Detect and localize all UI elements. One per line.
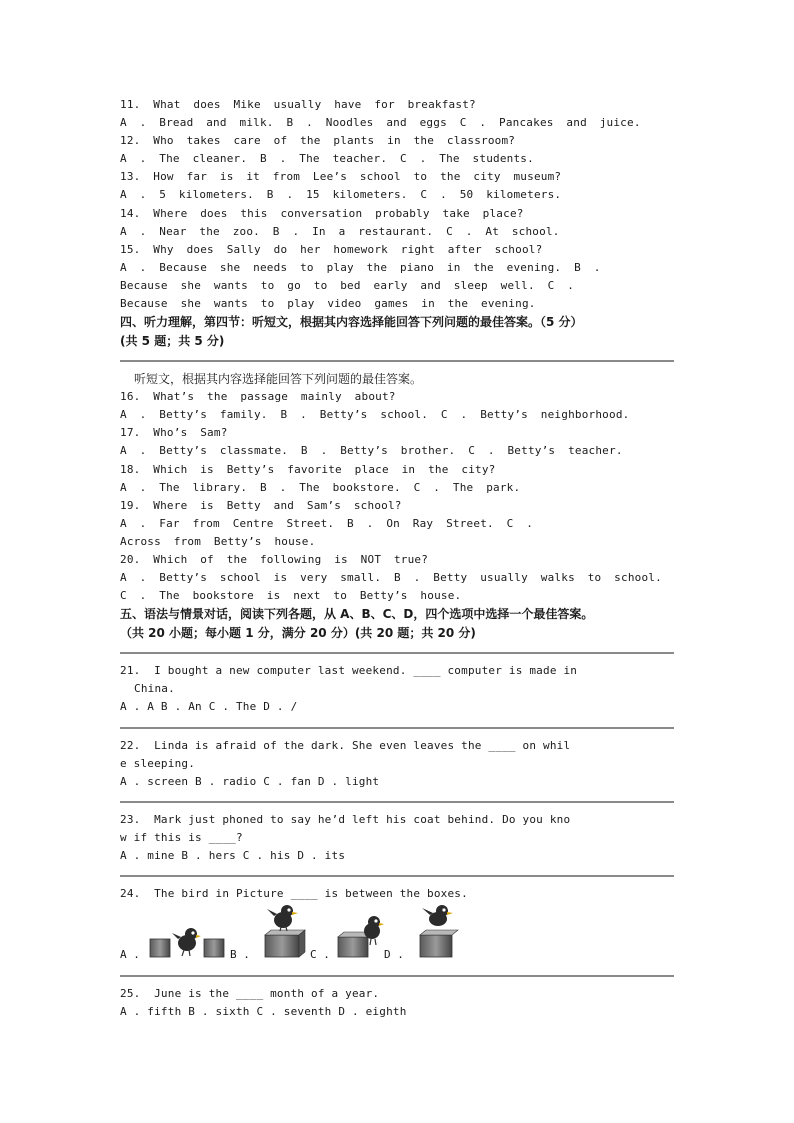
question-text-line-2: China. (134, 682, 175, 696)
question-20 (120, 551, 674, 605)
question-11 (120, 96, 674, 132)
question-text-line-2: e sleeping. (120, 756, 196, 770)
section-4-title: 四、听力理解，第四节：听短文，根据其内容选择能回答下列问题的最佳答案。（5 分） (120, 315, 583, 330)
question-text: 20. Which of the following is NOT true? (120, 552, 429, 566)
question-text: 15. Why does Sally do her homework right after school? (120, 242, 543, 256)
question-25 (120, 985, 674, 1021)
question-23 (120, 811, 674, 865)
picture-c-bird-beside-box (336, 911, 386, 961)
question-17 (120, 424, 674, 460)
answer-options: A . The cleaner. B . The teacher. C . The students. (120, 152, 534, 166)
question-15 (120, 241, 674, 313)
picture-a-bird-between-boxes (148, 919, 228, 961)
question-text: 14. Where does this conversation probably take place? (120, 206, 524, 220)
question-24 (120, 885, 674, 965)
answer-options: A . Bread and milk. B . Noodles and eggs C . Pancakes and juice. (120, 116, 641, 130)
answer-options-line-1: A . Far from Centre Street. B . On Ray Street. C . (120, 516, 534, 530)
question-text: 17. Who’s Sam? (120, 426, 228, 440)
question-text: 13. How far is it from Lee’s school to the city museum? (120, 170, 562, 184)
answer-options: A . Near the zoo. B . In a restaurant. C . At school. (120, 224, 560, 238)
answer-options: A . The library. B . The bookstore. C . The park. (120, 480, 521, 494)
option-c-label: C . (310, 948, 330, 962)
question-text: 18. Which is Betty’s favorite place in the city? (120, 462, 496, 476)
question-19 (120, 497, 674, 551)
picture-options (120, 903, 674, 965)
option-b-label: B . (230, 948, 250, 962)
question-divider (120, 975, 674, 977)
question-text: 12. Who takes care of the plants in the classroom? (120, 134, 516, 148)
question-14 (120, 205, 674, 241)
question-12 (120, 132, 674, 168)
question-text: 25. June is the ____ month of a year. (120, 987, 380, 1001)
question-text: 11. What does Mike usually have for breakfast? (120, 98, 476, 111)
section-divider (120, 360, 674, 362)
question-text: 16. What’s the passage mainly about? (120, 390, 396, 404)
answer-options-line-1: A . Betty’s school is very small. B . Betty usually walks to school. (120, 571, 662, 585)
question-text-line-1: 23. Mark just phoned to say he’d left his coat behind. Do you kno (120, 812, 571, 826)
question-18 (120, 461, 674, 497)
answer-options-line-2: Because she wants to go to bed early and sleep well. C . (120, 278, 575, 292)
answer-options: A . fifth B . sixth C . seventh D . eighth (120, 1005, 407, 1019)
question-divider (120, 652, 674, 654)
section-4-count: (共 5 题；共 5 分) (120, 333, 225, 348)
question-text-line-1: 21. I bought a new computer last weekend. ____ computer is made in (120, 664, 578, 678)
question-text: 19. Where is Betty and Sam’s school? (120, 498, 402, 512)
answer-options: A . screen B . radio C . fan D . light (120, 774, 380, 788)
picture-b-bird-on-box (262, 903, 308, 961)
answer-options-line-2: C . The bookstore is next to Betty’s house. (120, 589, 462, 603)
answer-options-line-2: Across from Betty’s house. (120, 534, 316, 548)
answer-options: A . mine B . hers C . his D . its (120, 849, 346, 862)
answer-options-line-1: A . Because she needs to play the piano in the evening. B . (120, 260, 601, 274)
question-divider (120, 801, 674, 803)
question-text-line-2: w if this is ____? (120, 830, 243, 844)
section-5-title: 五、语法与情景对话，阅读下列各题，从 A、B、C、D，四个选项中选择一个最佳答案。 (120, 607, 594, 622)
option-a-label: A . (120, 948, 140, 962)
answer-options: A . A B . An C . The D . / (120, 700, 298, 714)
exam-page (120, 96, 674, 1021)
question-divider (120, 875, 674, 877)
answer-options: A . Betty’s family. B . Betty’s school. C . Betty’s neighborhood. (120, 408, 630, 422)
question-text: 24. The bird in Picture ____ is between the boxes. (120, 887, 468, 901)
option-d-label: D . (384, 948, 404, 962)
picture-d-bird-above-box (414, 903, 460, 961)
question-16 (120, 388, 674, 424)
question-22 (120, 737, 674, 791)
question-21 (120, 662, 674, 716)
answer-options: A . Betty’s classmate. B . Betty’s brother. C . Betty’s teacher. (120, 444, 623, 458)
section-5-count: （共 20 小题；每小题 1 分，满分 20 分）(共 20 题；共 20 分) (120, 625, 476, 640)
answer-options: A . 5 kilometers. B . 15 kilometers. C . 50 kilometers. (120, 188, 562, 202)
question-divider (120, 727, 674, 729)
question-13 (120, 168, 674, 204)
question-text-line-1: 22. Linda is afraid of the dark. She even leaves the ____ on whil (120, 738, 571, 752)
section-4-instruction: 听短文，根据其内容选择能回答下列问题的最佳答案。 (134, 372, 423, 387)
answer-options-line-3: Because she wants to play video games in the evening. (120, 297, 536, 311)
